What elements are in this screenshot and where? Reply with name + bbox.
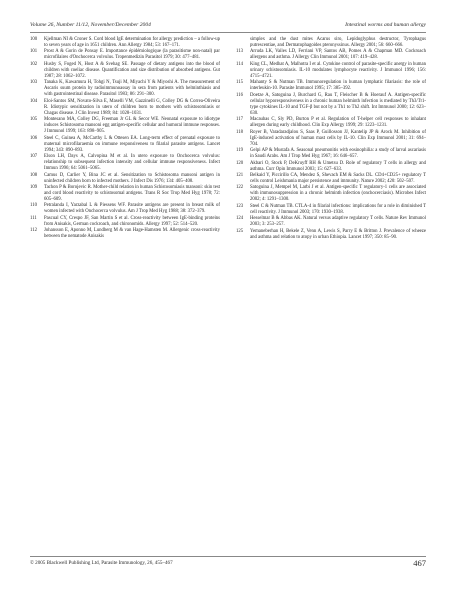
reference-text: Macaubas C, Sly PD, Burton P et al. Regulation of T-helper cell responses to inhalant allergen during early childhood. Clin Exp Allergy 1999; 29: 1223–1231.: [250, 117, 426, 129]
reference-text: Royer B, Varadaradjalou S, Saas P, Guillosson JJ, Kantelip JP & Arock M. Inhibition of IgE-induced activation of human mast cells by IL-10. Clin Exp Immunol 2001; 31: 694–704.: [250, 129, 426, 147]
reference-text: Tachon P & Borojevic R. Mother-child relation in human Schistosomiasis mansoni: skin test and cord blood reactivity to schistosomal antigens. Trans R Soc Trop Med Hyg 1978; 72: 605–609.: [44, 184, 220, 202]
journal-volume-info: Volume 26, Number 11/12, November/December 2004: [30, 22, 151, 28]
reference-number: 120: [236, 160, 244, 166]
reference-number: 115: [236, 80, 243, 86]
reference-item: [236, 37, 426, 49]
reference-number: 105: [30, 117, 38, 123]
reference-text: King CL, Medhat A, Malhotra I et al. Cytokine control of parasite-specific anergy in human urinary schistosomiasis. IL-10 modulates lymphocyte reactivity. J Immunol 1996; 156: 4715–4721.: [250, 61, 426, 79]
reference-item: [30, 49, 220, 61]
reference-text: Camus D, Carlier Y, Bina JC et al. Sensitization to Schistosoma mansoni antigen in uninfected children born to infected mothers. J Infect Dis 1976; 134: 405–408.: [44, 172, 220, 184]
reference-item: [236, 148, 426, 160]
reference-number: 109: [30, 184, 38, 190]
reference-column-right: [236, 37, 426, 241]
reference-item: [236, 185, 426, 203]
reference-item: [236, 229, 426, 241]
reference-text: Pascual CY, Crespo JF, San Martin S et al. Cross-reactivity between IgE-binding proteins from Anisakis, German cockroach, and chironomids. Allergy 1997; 52: 514–520.: [44, 215, 220, 227]
reference-item: [236, 173, 426, 185]
reference-number: 108: [30, 172, 38, 178]
reference-item: [30, 203, 220, 215]
reference-text: simplex and the dust mites Acarus siro, Lepidoglyphus destructor, Tyrophagus putrescentiae, and Dermatophagoides pteronyssinus. Allergy 2001; 56: 660–666.: [250, 37, 426, 48]
reference-item: [236, 80, 426, 92]
reference-text: Satoguina J, Mempel M, Larbi J et al. Antigen-specific T regulatory-1 cells are associated with immunosuppression in a chronic helminth infection (onchocerciasis). Microbes Infect 2002; 4: 1291–1300.: [250, 185, 426, 203]
reference-item: [30, 154, 220, 172]
reference-number: 104: [30, 98, 38, 104]
reference-item: [30, 62, 220, 80]
reference-text: Petralanda I, Yarzabal L & Piessens WF. Parasite antigens are present in breast milk of women infected with Onchocerca volvulus. Am J Trop Med Hyg 1988; 38: 372–379.: [44, 203, 220, 215]
reference-number: 107: [30, 154, 38, 160]
reference-number: 100: [30, 37, 38, 42]
reference-number: 102: [30, 61, 38, 67]
reference-number: 116: [236, 92, 243, 98]
copyright-notice: © 2005 Blackwell Publishing Ltd, Parasite Immunology, 26, 455–467: [30, 560, 173, 566]
reference-item: [236, 130, 426, 148]
reference-text: Husby S, Foged N, Host A & Svehag SE. Passage of dietary antigens into the blood of children with coeliac disease. Quantification and size distribution of absorbed antigens. Gut 1987; 28: 1062–1072.: [44, 61, 220, 79]
reference-number: 121: [236, 172, 244, 178]
reference-item: [236, 161, 426, 173]
reference-text: Steel C, Guinea A, McCarthy L & Ottesen EA. Long-term effect of prenatal exposure to maternal microfilaraemia on immune responsiveness to filarial parasite antigens. Lancet 1994; 343: 890–893.: [44, 135, 220, 153]
reference-number: 113: [236, 49, 243, 55]
reference-text: Steel C & Nutman TB. CTLA-4 in filarial infections: implications for a role in diminished T cell reactivity. J Immunol 2003; 170: 1930–1938.: [250, 203, 426, 215]
reference-item: [236, 216, 426, 228]
reference-column-left: [30, 37, 220, 241]
reference-text: Johansson E, Aponno M, Lundberg M & van Hage-Hamsten M. Allergenic cross-reactivity between the nematode Anisakis: [44, 228, 220, 240]
reference-number: 122: [236, 185, 244, 191]
reference-text: Tanaka K, Kawamura H, Tohgi N, Tsuji M, Miyachi Y & Miyoshi A. The measurement of Ascaris suum protein by radioimmunoassay in sera from patients with helminthiasis and with gastrointestinal disease. Parasitol 1983; 86: 291–300.: [44, 80, 220, 98]
reference-number: 124: [236, 216, 244, 222]
reference-text: Elson LH, Days A, Calvopina M et al. In utero exposure to Onchocerca volvulus: relationship to subsequent infection intensity and cellular immune responsiveness. Infect Immun 1996; 64: 5061–5065.: [44, 154, 220, 172]
reference-text: Montesano MA, Colley DG, Freeman Jr GL & Secor WE. Neonatal exposure to idiotype induces Schistosoma mansoni egg antigen-specific cellular and humoral immune responses. J Immunol 1999; 163: 898–905.: [44, 117, 220, 135]
reference-number: 114: [236, 61, 243, 67]
reference-item: [30, 117, 220, 135]
article-short-title: Intestinal worms and human allergy: [345, 22, 426, 28]
reference-number: 101: [30, 49, 38, 55]
reference-number: 119: [236, 148, 243, 154]
reference-item: [30, 216, 220, 228]
reference-item: [30, 228, 220, 240]
reference-text: Belkaid Y, Piccirillo CA, Mendez S, Shevach EM & Sacks DL. CD4+CD25+ regulatory T cells control Leishmania major persistence and immunity. Nature 2002; 420: 502–507.: [250, 172, 426, 184]
reference-number: 110: [30, 203, 37, 209]
reference-item: [236, 117, 426, 129]
reference-text: Arruda LK, Vailes LD, Ferriani VP, Santos AB, Pomes A & Chapman MD. Cockroach allergens and asthma. J Allergy Clin Immunol 2001; 107: 419–428.: [250, 49, 426, 61]
reference-item: [236, 62, 426, 80]
reference-item: [30, 185, 220, 203]
reference-item: [30, 173, 220, 185]
reference-text: Akbari O, Stock P, DeKruyff RH & Umetsu D. Role of regulatory T cells in allergy and asthma. Curr Opin Immunol 2003; 15: 627–633.: [250, 160, 426, 172]
reference-item: [30, 99, 220, 117]
reference-number: 117: [236, 117, 243, 123]
reference-number: 106: [30, 135, 38, 141]
reference-number: 103: [30, 80, 38, 86]
reference-text: Kjellman NI & Croner S. Cord blood IgE determination for allergy prediction – a follow-up to seven years of age in 1651 children. Ann Allergy 1984; 53: 167–171.: [44, 37, 220, 48]
reference-item: [236, 93, 426, 117]
reference-text: Hesselmar B & Abbas AK. Natural versus adaptive regulatory T cells. Nature Rev Immunol 2003; 3: 253–257.: [250, 216, 426, 228]
reference-item: [30, 136, 220, 154]
page-number: 467: [413, 558, 426, 568]
reference-text: Mahanty S & Nutman TB. Immunoregulation in human lymphatic filariasis: the role of interleukin-10. Parasite Immunol 1995; 17: 385–392.: [250, 80, 426, 92]
reference-item: [30, 37, 220, 49]
reference-text: Prost A & Gorin de Ponsay E. Importance épidémiologique (la parasitisme non-natal) par microfilaires d'Onchocerca volvulus. Tropenmedizin Parasitol 1979; 30: 477–481.: [44, 49, 220, 61]
reference-number: 125: [236, 228, 244, 234]
reference-text: Eloi-Santos SM, Novato-Silva E, Maselli VM, Gazzinelli G, Colley DG & Correa-Oliveira R. Idiotypic sensitization in utero of children born to mothers with schistosomiasis or Chagas disease. J Clin Invest 1989; 84: 1028–1031.: [44, 98, 220, 116]
reference-item: [30, 80, 220, 98]
reference-item: [236, 49, 426, 61]
reference-number: 118: [236, 129, 243, 135]
running-header: [30, 20, 426, 33]
page-footer: [30, 556, 426, 573]
reference-item: [236, 204, 426, 216]
reference-number: 123: [236, 203, 244, 209]
reference-number: 112: [30, 228, 37, 234]
reference-number: 111: [30, 215, 37, 221]
reference-text: Yemaneberhan H, Bekele Z, Venn A, Lewis S, Parry E & Britton J. Prevalence of wheeze and asthma and relation to atopy in urban Ethiopia. Lancet 1997; 350: 85–90.: [250, 228, 426, 240]
reference-text: Gelpi AP & Mustafa A. Seasonal pneumonitis with eosinophilia: a study of larval ascariasis in Saudi Arabs. Am J Trop Med Hyg 1967; 16: 646–657.: [250, 148, 426, 160]
reference-text: Doetze A, Satoguina J, Burchard G, Rau T, Fleischer B & Hoerauf A. Antigen-specific cellular hyporesponsiveness in a chronic human helminth infection is mediated by Th3/Tr1-type cytokines IL-10 and TGF-β but not by a Th1 to Th2 shift. Int Immunol 2000; 12: 623–630.: [250, 92, 426, 116]
